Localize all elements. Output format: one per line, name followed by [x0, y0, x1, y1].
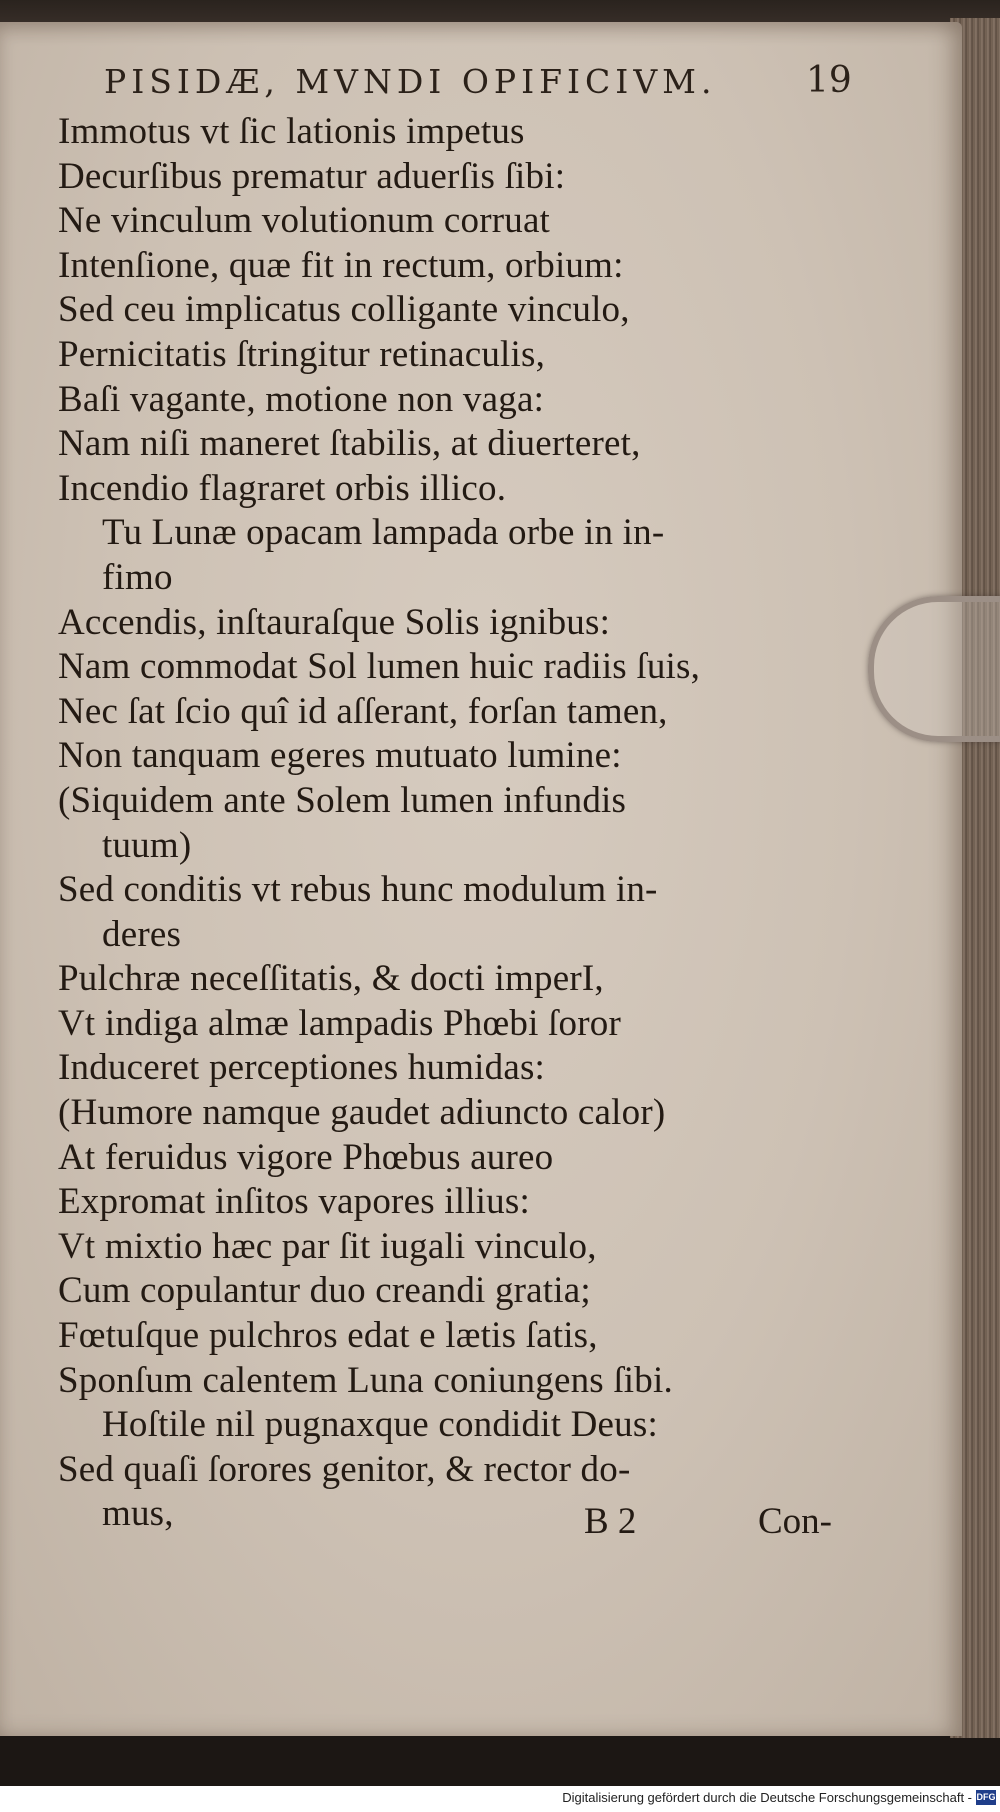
verse-line: (Siquidem ante Solem lumen infundis	[58, 779, 627, 821]
verse-line: fimo	[102, 556, 173, 598]
verse-line: Nam niſi maneret ſtabilis, at diuerteret,	[58, 423, 641, 465]
verse-line: deres	[102, 913, 182, 955]
signature-mark: B 2	[584, 1501, 637, 1542]
catchword: Con-	[758, 1501, 832, 1542]
verse-line: Non tanquam egeres mutuato lumine:	[58, 735, 622, 777]
page-footer-row	[0, 1500, 900, 1550]
dfg-logo: DFG	[976, 1790, 996, 1805]
verse-line: Sponſum calentem Luna coniungens ſibi.	[58, 1359, 673, 1401]
verse-line: Baſi vagante, motione non vaga:	[58, 378, 545, 420]
verse-line: Nec ſat ſcio quî id aſſerant, forſan tamen,	[58, 690, 668, 732]
running-head: PISIDÆ, MVNDI OPIFICIVM.	[104, 62, 717, 101]
verse-line: Pulchræ neceſſitatis, & docti imperI,	[58, 958, 604, 1000]
verse-line: Ne vinculum volutionum corruat	[58, 200, 551, 242]
verse-line: Immotus vt ſic lationis impetus	[58, 111, 525, 152]
verse-line: Sed quaſi ſorores genitor, & rector do-	[58, 1448, 631, 1490]
digitization-credit: Digitalisierung gefördert durch die Deutsche Forschungsgemeinschaft -	[562, 1790, 972, 1805]
verse-line: Incendio flagraret orbis illico.	[58, 467, 507, 509]
verse-text-block	[58, 110, 758, 1537]
verse-line: Decurſibus prematur aduerſis ſibi:	[58, 155, 566, 197]
verse-line: mus,	[102, 1493, 174, 1535]
book-page	[0, 22, 962, 1736]
verse-line: Expromat inſitos vapores illius:	[58, 1181, 530, 1223]
verse-line: Vt mixtio hæc par ſit iugali vinculo,	[58, 1225, 597, 1267]
verse-line: Sed conditis vt rebus hunc modulum in-	[58, 869, 658, 911]
verse-line: (Humore namque gaudet adiuncto calor)	[58, 1092, 666, 1134]
verse-line: Cum copulantur duo creandi gratia;	[58, 1270, 591, 1312]
verse-line: Pernicitatis ſtringitur retinaculis,	[58, 333, 546, 375]
verse-line: Accendis, inſtauraſque Solis ignibus:	[58, 601, 611, 643]
verse-line: Sed ceu implicatus colligante vinculo,	[58, 289, 630, 331]
verse-line: Vt indiga almæ lampadis Phœbi ſoror	[58, 1002, 621, 1044]
verse-line: Intenſione, quæ fit in rectum, orbium:	[58, 244, 624, 286]
verse-line: Tu Lunæ opacam lampada orbe in in-	[102, 512, 665, 554]
verse-line: Fœtuſque pulchros edat e lætis ſatis,	[58, 1315, 598, 1357]
verse-line: Induceret perceptiones humidas:	[58, 1047, 546, 1089]
verse-line: Hoſtile nil pugnaxque condidit Deus:	[102, 1404, 658, 1446]
verse-line: Nam commodat Sol lumen huic radiis ſuis,	[58, 646, 701, 688]
verse-line: At feruidus vigore Phœbus aureo	[58, 1136, 554, 1178]
verse-line: tuum)	[102, 824, 192, 866]
page-clip	[868, 596, 1000, 742]
page-number: 19	[806, 60, 852, 101]
